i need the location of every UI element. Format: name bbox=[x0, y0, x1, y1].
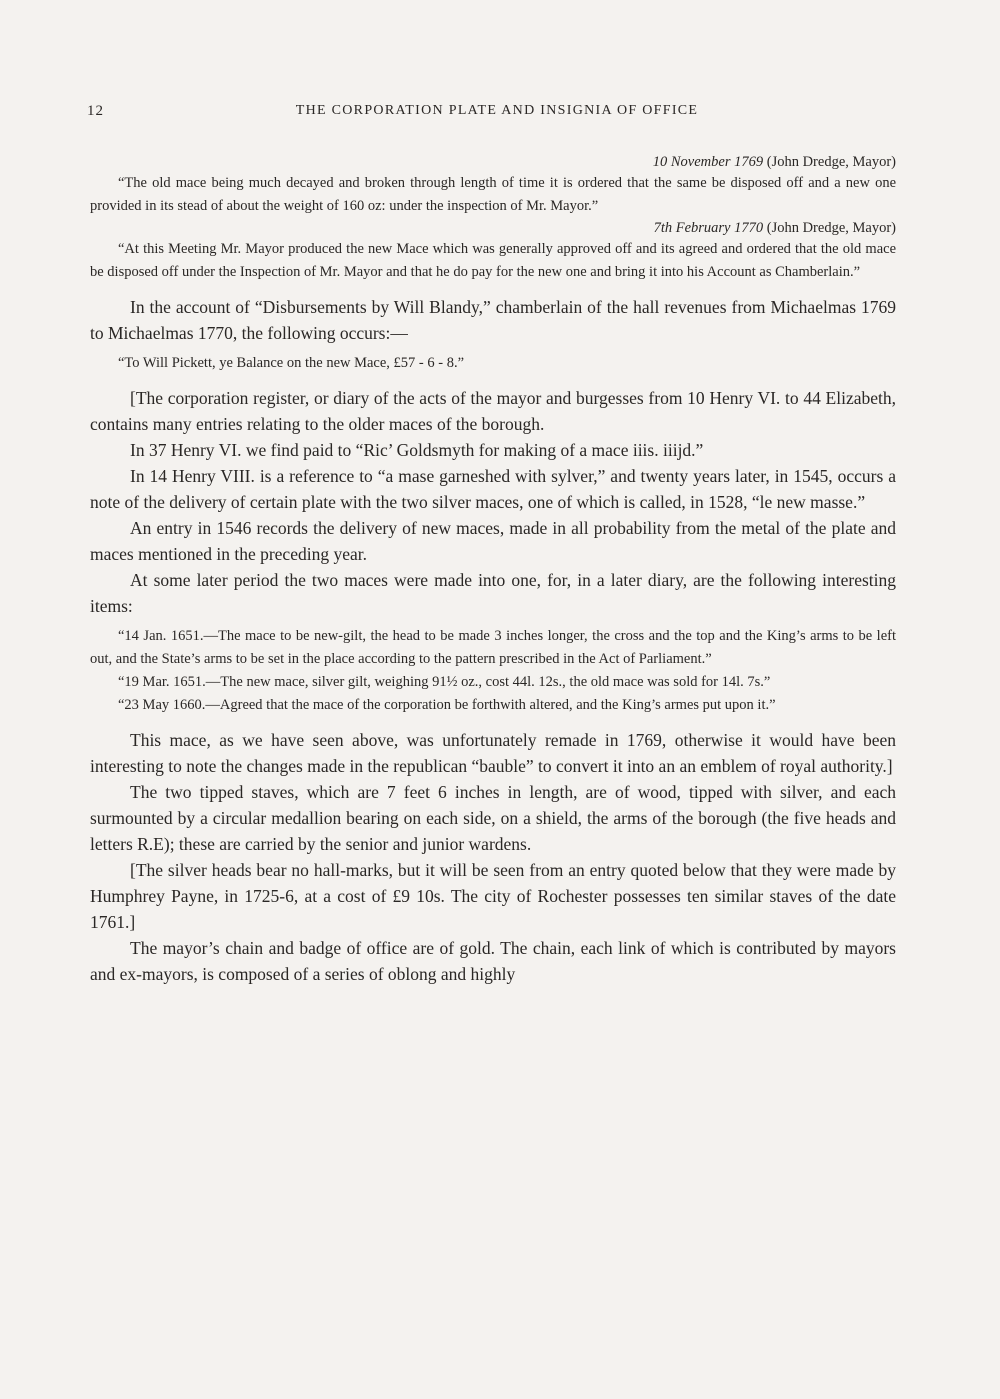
paragraph-disbursements: In the account of “Disbursements by Will Blandy,” chamberlain of the hall revenues from Michaelmas 1769 to Michaelmas 1770, the following occurs:— bbox=[90, 297, 896, 343]
quote-pickett: “To Will Pickett, ye Balance on the new Mace, £57 - 6 - 8.” bbox=[118, 355, 465, 371]
paragraph-1546: An entry in 1546 records the delivery of new maces, made in all probability from the metal of the plate and maces mentioned in the preceding year. bbox=[90, 518, 896, 564]
quote-may-1660: “23 May 1660.—Agreed that the mace of the corporation be forthwith altered, and the King’s armes put upon it.” bbox=[118, 697, 776, 713]
entry-quote-1: “The old mace being much decayed and broken through length of time it is ordered that the same be disposed off and a new one provided in its stead of about the weight of 160 oz: under the inspection of Mr. Mayor.” bbox=[90, 175, 896, 214]
entry-date-1-italic: 10 November 1769 bbox=[652, 154, 764, 170]
quote-mar-1651: “19 Mar. 1651.—The new mace, silver gilt, weighing 91½ oz., cost 44l. 12s., the old mace was sold for 14l. 7s.” bbox=[118, 674, 771, 690]
paragraph-staves: The two tipped staves, which are 7 feet 6 inches in length, are of wood, tipped with silver, and each surmounted by a circular medallion bearing on each side, on a shield, the arms of the borough (the five heads and letters R.E); these are carried by the senior and junior wardens. bbox=[90, 782, 896, 854]
paragraph-chain: The mayor’s chain and badge of office are of gold. The chain, each link of which is contributed by mayors and ex-mayors, is composed of a series of oblong and highly bbox=[90, 938, 896, 984]
entry-date-2 bbox=[90, 218, 896, 238]
entry-date-2-italic: 7th February 1770 bbox=[653, 220, 764, 236]
entry-date-2-rest: (John Dredge, Mayor) bbox=[763, 220, 896, 236]
page-header bbox=[87, 103, 907, 127]
entry-quote-2: “At this Meeting Mr. Mayor produced the new Mace which was generally approved off and its agreed and ordered that the old mace be disposed off under the Inspection of Mr. Mayor and that he do pay for the new one and bring it into his Account as Chamberlain.” bbox=[90, 241, 896, 280]
paragraph-henry-vi: In 37 Henry VI. we find paid to “Ric’ Goldsmyth for making of a mace iiis. iiijd.” bbox=[130, 440, 704, 460]
paragraph-henry-viii: In 14 Henry VIII. is a reference to “a mase garneshed with sylver,” and twenty years later, in 1545, occurs a note of the delivery of certain plate with the two silver maces, one of which is called, in 1528, “le new masse.” bbox=[90, 466, 896, 512]
page-body bbox=[90, 152, 896, 987]
entry-date-1-rest: (John Dredge, Mayor) bbox=[763, 154, 896, 170]
entry-date-1 bbox=[90, 152, 896, 172]
paragraph-remade: This mace, as we have seen above, was unfortunately remade in 1769, otherwise it would have been interesting to note the changes made in the republican “bauble” to convert it into an an emblem of royal authority.] bbox=[90, 730, 896, 776]
running-title: THE CORPORATION PLATE AND INSIGNIA OF OFFICE bbox=[295, 103, 699, 118]
quote-jan-1651: “14 Jan. 1651.—The mace to be new-gilt, the head to be made 3 inches longer, the cross and the top and the King’s arms to be left out, and the State’s arms to be set in the place according to the pattern prescribed in the Act of Parliament.” bbox=[90, 628, 896, 667]
paragraph-silver-heads: [The silver heads bear no hall-marks, but it will be seen from an entry quoted below that they were made by Humphrey Payne, in 1725-6, at a cost of £9 10s. The city of Rochester possesses ten similar staves of the date 1761.] bbox=[90, 860, 896, 932]
paragraph-later-period: At some later period the two maces were made into one, for, in a later diary, are the following interesting items: bbox=[90, 570, 896, 616]
paragraph-register: [The corporation register, or diary of the acts of the mayor and burgesses from 10 Henry VI. to 44 Elizabeth, contains many entries relating to the older maces of the borough. bbox=[90, 388, 896, 434]
page-number: 12 bbox=[87, 103, 104, 119]
